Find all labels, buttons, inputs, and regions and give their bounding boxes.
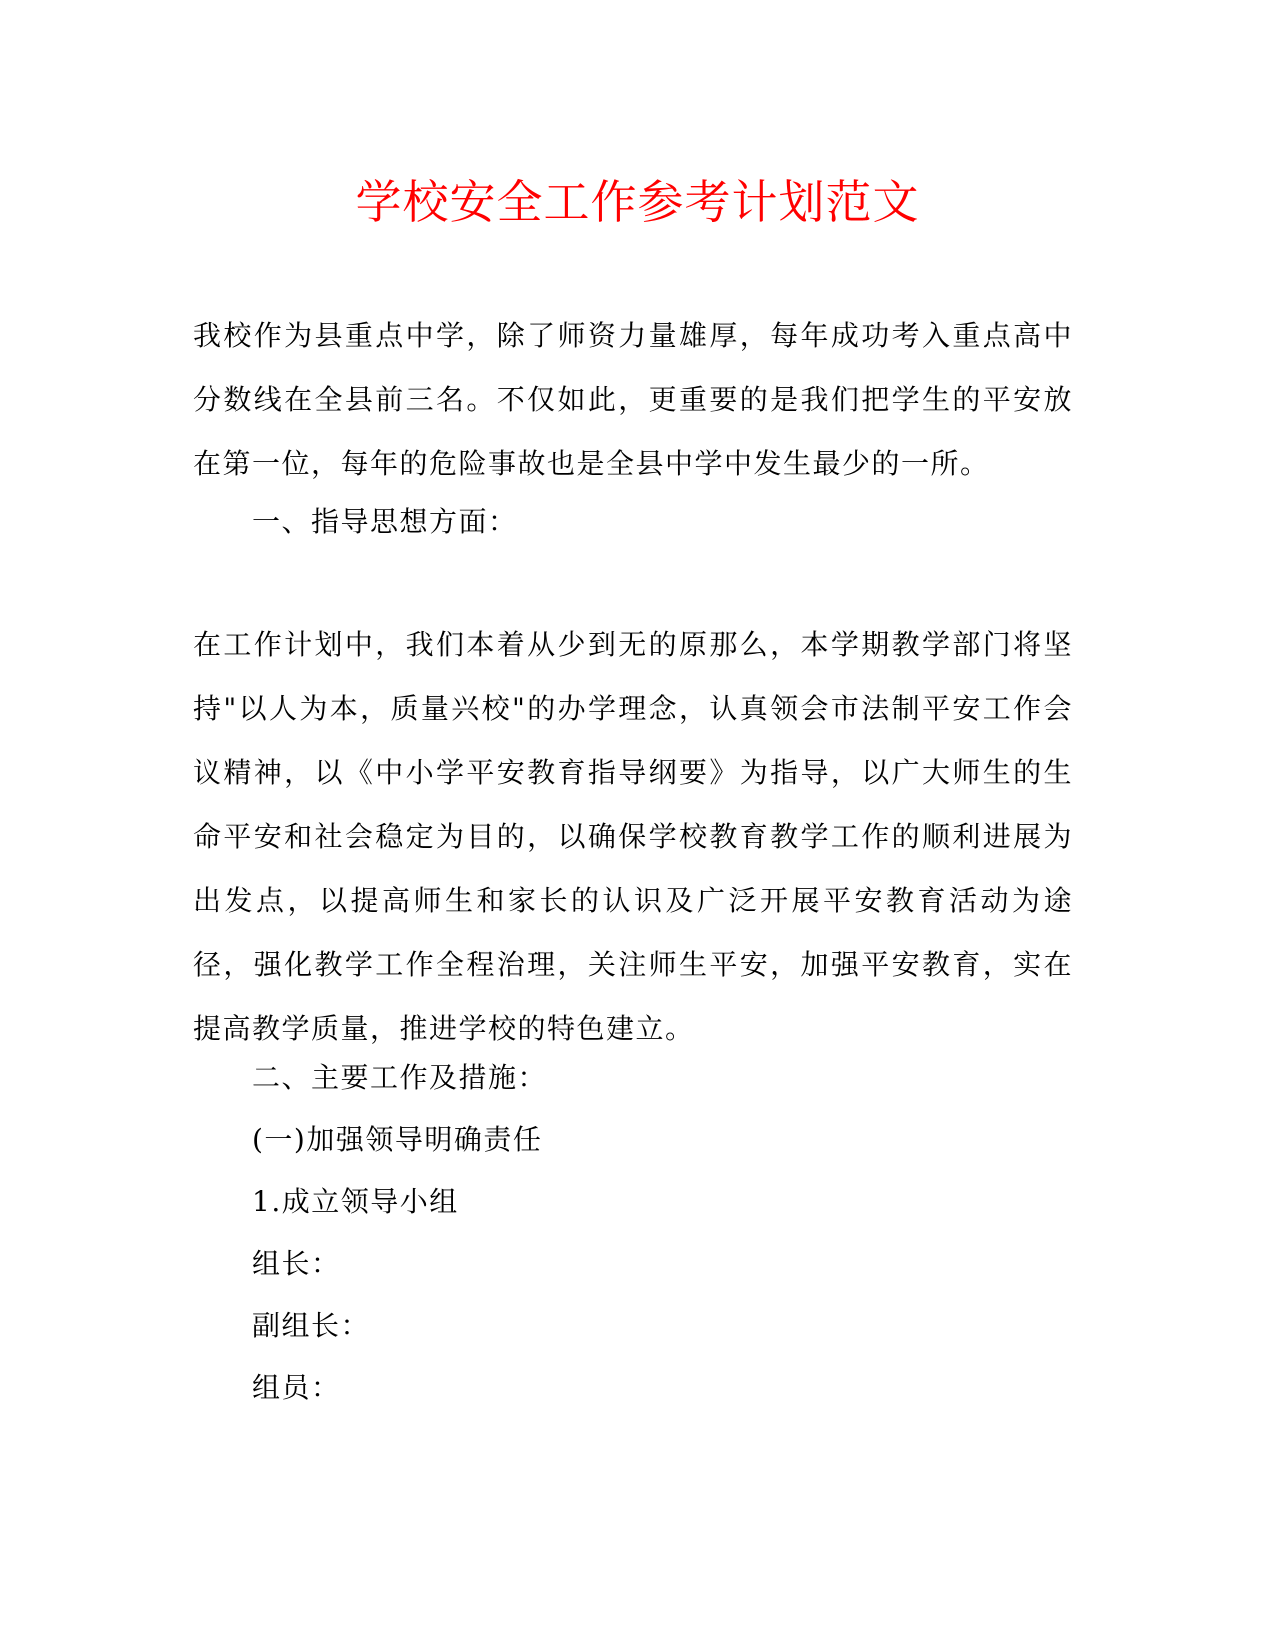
- deputy-label: 副组长：: [252, 1309, 371, 1342]
- section1-paragraph: 在工作计划中，我们本着从少到无的原那么，本学期教学部门将坚持"以人为本，质量兴校"的办学理念，认真领会市法制平安工作会议精神，以《中小学平安教育指导纲要》为指导，以广大师生的生命平安和社会稳定为目的，以确保学校教育教学工作的顺利进展为出发点，以提高师生和家长的认识及广泛开展平安教育活动为途径，强化教学工作全程治理，关注师生平安，加强平安教育，实在提高教学质量，推进学校的特色建立。: [193, 628, 1073, 1045]
- section2-heading: 二、主要工作及措施：: [252, 1061, 548, 1094]
- item1-heading: 1.成立领导小组: [252, 1185, 459, 1218]
- subsection1-heading: (一)加强领导明确责任: [252, 1123, 543, 1156]
- document-title: 学校安全工作参考计划范文: [355, 175, 920, 229]
- leader-label: 组长：: [252, 1247, 341, 1280]
- member-label: 组员：: [252, 1371, 341, 1404]
- intro-paragraph: 我校作为县重点中学，除了师资力量雄厚，每年成功考入重点高中分数线在全县前三名。不仅如此，更重要的是我们把学生的平安放在第一位，每年的危险事故也是全县中学中发生最少的一所。: [193, 319, 1073, 480]
- section1-heading: 一、指导思想方面：: [252, 505, 518, 538]
